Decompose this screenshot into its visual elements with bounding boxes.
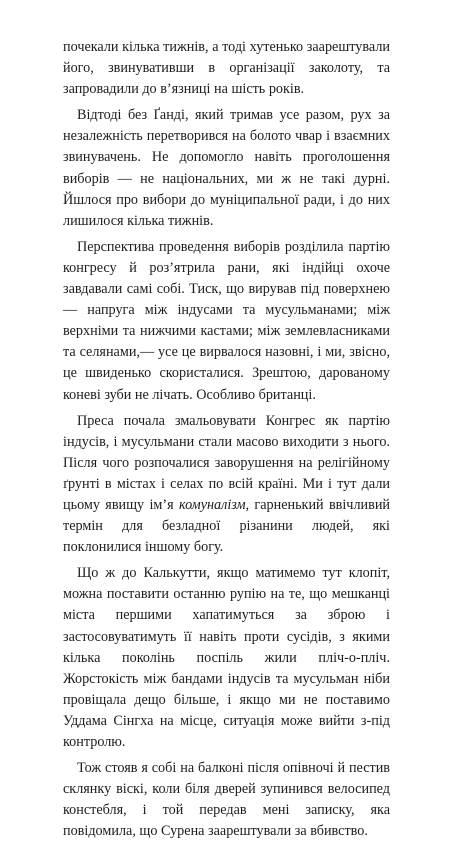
paragraph-3: Перспектива проведення виборів розділила партію конгресу й роз’ятрила рани, які індійці охоче завдавали самі собі. Тиск, що вирував під поверхнею — напруга між індусами та мусульманами; між верхніми та нижчими кастами; між землевласниками та селянами,— усе це вирвалося назовні, і ми, звісно, це швиденько скористалися. Зрештою, дарованому коневі зуби не лічать. Особливо британці.: [63, 238, 390, 403]
paragraph-1: почекали кілька тижнів, а тоді хутенько заарештували його, звинувативши в організації заколоту, та запровадили до в’язниці на шість років.: [63, 39, 390, 98]
paragraph-2: Відтоді без Ґанді, який тримав усе разом, рух за незалежність перетворився на болото чвар і взаємних звинувачень. Не допомогло навіть проголошення виборів — не національних, ми ж не такі дурні. Йшлося про вибори до муніципальної ради, і до них лишилося кілька тижнів.: [63, 107, 390, 229]
paragraph-5: Що ж до Калькутти, якщо матимемо тут клопіт, можна поставити останню рупію на те, що мешканці міста першими хапатимуться за зброю і застосовуватимуть її навіть проти сусідів, з якими кілька поколінь поспіль жили пліч-о-пліч. Жорстокість між бандами індусів та мусульман ніби провіщала дещо більше, і якщо ми не поставимо Уддама Сінгха на місце, ситуація може вийти з-під контролю.: [63, 565, 390, 750]
paragraph-4-before: Преса почала змальовувати Конгрес як партію індусів, і мусульмани стали масово виходити з нього. Після чого розпочалися заворушення на релігійному ґрунті в містах і селах по всій країні. Ми і тут дали цьому явищу ім’я: [63, 412, 390, 513]
book-page: [63, 37, 390, 842]
paragraph-4: [63, 411, 390, 559]
paragraph-4-after: , гарненький ввічливий термін для безладної різанини людей, які поклонилися іншому богу.: [63, 496, 390, 556]
paragraph-4-emphasis: комуналізм: [179, 496, 246, 513]
paragraph-6: Тож стояв я собі на балконі після опівночі й пестив склянку віскі, коли біля дверей зупинився велосипед констебля, і той передав мені записку, яка повідомила, що Сурена заарештували за вбивство.: [63, 760, 390, 840]
